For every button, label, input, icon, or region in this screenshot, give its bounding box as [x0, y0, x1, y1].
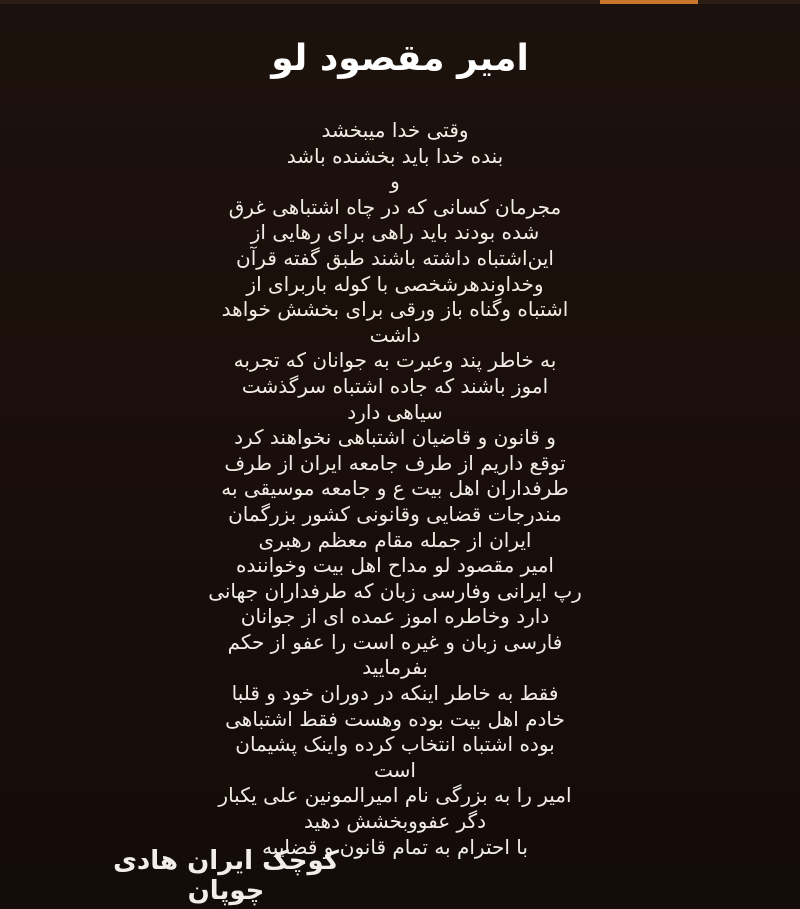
message-line: رپ ایرانی وفارسی زبان که طرفداران جهانی [208, 578, 582, 603]
message-line: دگر عفووبخشش دهید [303, 809, 487, 834]
message-line: دارد وخاطره اموز عمده ای از جوانان [240, 604, 550, 629]
message-line: ایران از جمله مقام معظم رهبری [258, 527, 532, 552]
message-line: اشتباه وگناه باز ورقی برای بخشش خواهد [221, 297, 569, 322]
message-body [190, 118, 600, 860]
message-line: فارسی زبان و غیره است را عفو از حکم [227, 629, 563, 654]
message-line: بوده اشتباه انتخاب کرده واینک پشیمان [235, 732, 555, 757]
message-line: خادم اهل بیت بوده وهست فقط اشتباهی [225, 706, 565, 731]
top-strip-accent [600, 0, 698, 4]
message-line: امیر را به بزرگی نام امیرالمونین علی یکبار [218, 783, 572, 808]
message-line: توقع داریم از طرف جامعه ایران از طرف [224, 450, 566, 475]
message-line: وخداوندهرشخصی با کوله باربرای از [246, 271, 544, 296]
message-line: و قانون و قاضیان اشتباهی نخواهند کرد [234, 425, 556, 450]
top-strip [0, 0, 800, 4]
message-line: با احترام به تمام قانون و قضاییه [262, 834, 528, 859]
message-line: این‌اشتباه داشته باشند طبق گفته قرآن [236, 245, 554, 270]
signature: کوچک ایران هادی چوپان [113, 846, 339, 906]
message-line: است [374, 757, 416, 782]
message-line: مجرمان کسانی که در چاه اشتباهی غرق [228, 194, 562, 219]
message-line: و [390, 169, 400, 194]
message-line: وقتی خدا میبخشد [321, 118, 469, 142]
message-line: اموز باشند که جاده اشتباه سرگذشت [241, 373, 549, 398]
message-line: بفرمایید [362, 655, 428, 680]
message-line: امیر مقصود لو مداح اهل بیت وخواننده [236, 553, 554, 578]
message-line: فقط به خاطر اینکه در دوران خود و قلبا [231, 681, 559, 706]
message-line: سیاهی دارد [347, 399, 443, 424]
message-line: بنده خدا باید بخشنده باشد [286, 143, 504, 168]
message-line: مندرجات قضایی وقانونی کشور بزرگمان [228, 501, 562, 526]
message-line: داشت [369, 322, 421, 347]
message-line: شده بودند باید راهی برای رهایی از [250, 220, 540, 245]
message-line: به خاطر پند وعبرت به جوانان که تجربه [233, 348, 557, 373]
message-line: طرفداران اهل بیت ع و جامعه موسیقی به [221, 476, 569, 501]
page-title: امیر مقصود لو [271, 38, 529, 79]
